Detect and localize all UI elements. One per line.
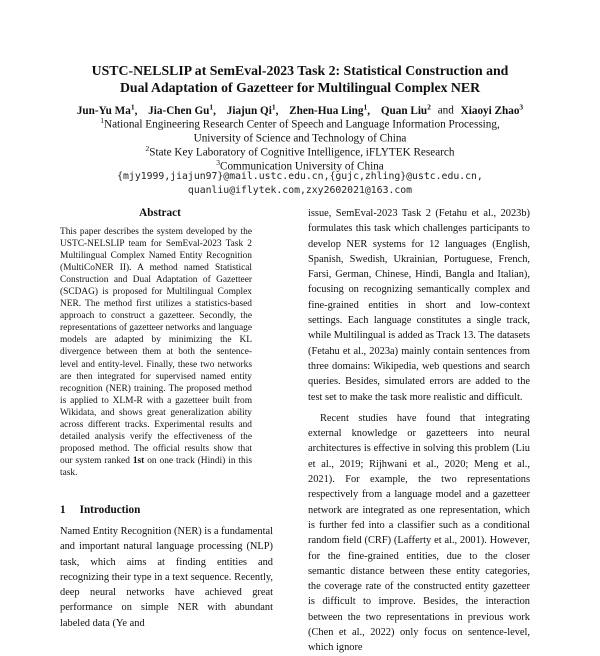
- paper-title-line-1: USTC-NELSLIP at SemEval-2023 Task 2: Statistical Construction and: [91, 63, 509, 78]
- author: Jun-Yu Ma$^1$,: [76, 102, 138, 117]
- affiliation: University of Science and Technology of China: [193, 132, 407, 145]
- introduction-body: Named Entity Recognition (NER) is a fundamental and important natural language processing (NLP) task, which aims at finding entities and recognizing their type in a text sequence. Recently, deep neural networks have achieved great performance on simple NER with abundant labeled data (Ye and: [60, 526, 273, 629]
- affiliation: $^1$National Engineering Research Center of Speech and Language Information Processing,: [100, 116, 500, 131]
- author: Jiajun Qi$^1$,: [226, 102, 279, 117]
- author: Zhen-Hua Ling$^1$,: [289, 102, 371, 117]
- author: Jia-Chen Gu$^1$,: [148, 102, 216, 117]
- affiliation: $^3$Communication University of China: [216, 158, 384, 173]
- author: Quan Liu$^2$: [380, 102, 431, 117]
- author: Xiaoyi Zhao$^3$: [460, 102, 524, 117]
- right-column-body: [308, 206, 530, 656]
- abstract-heading: Abstract: [139, 207, 181, 219]
- affiliation: $^2$State Key Laboratory of Cognitive Intelligence, iFLYTEK Research: [145, 144, 455, 159]
- author-emails: {mjy1999,jiajun97}@mail.ustc.edu.cn,{gujc,zhling}@ustc.edu.cn,: [117, 171, 483, 182]
- paragraph: issue, SemEval-2023 Task 2 (Fetahu et al., 2023b) formulates this task which challenges participants to develop NER systems for 12 languages (English, Spanish, Swedish, Ukrainian, Portuguese, French, Farsi, German, Chinese, Hindi, Bangla and Italian), focusing on recognizing semantically complex and fine-grained entities in short and low-context settings. Each language constitutes a single track, while Multilingual is added as Track 13. The datasets (Fetahu et al., 2023a) mainly contain sentences from three domains: Wikipedia, web questions and search queries. Besides, simulated errors are added to the test set to make the task more realistic and difficult.: [308, 208, 530, 403]
- section-heading-introduction: 1 Introduction: [60, 504, 141, 516]
- author-emails: quanliu@iflytek.com,zxy2602021@163.com: [187, 185, 413, 196]
- author-conjunction: and: [437, 104, 454, 117]
- paragraph: Recent studies have found that integrating external knowledge or gazetteers into neural architectures is effective in solving this problem (Liu et al., 2019; Rijhwani et al., 2020; Meng et al., 2021). For example, the two representations respectively from a language model and a gazetteer network are integrated as one representation, which is further fed into a classifier such as a conditional random field (CRF) (Lafferty et al., 2001). However, for the fine-grained entities, due to the closer semantic distance between these entity categories, the coverage rate of the constructed entity gazetteer is difficult to improve. Besides, the interaction between the two representations in previous work (Chen et al., 2022) only focus on sentence-level, which ignore: [308, 412, 530, 654]
- paper-title-line-2: Dual Adaptation of Gazetteer for Multilingual Complex NER: [119, 80, 481, 95]
- abstract-body: This paper describes the system developed by the USTC-NELSLIP team for SemEval-2023 Task 2 Multilingual Complex Named Entity Recognition (MultiCoNER II). A method named Statistical Construction and Dual Adaptation of Gazetteer (SCDAG) is proposed for Multilingual Complex NER. The method first utilizes a statistics-based approach to construct a gazetteer. Secondly, the representations of gazetteer networks and language models are adapted by minimizing the KL divergence between them at both the sentence-level and entity-level. Finally, these two networks are then integrated for supervised named entity recognition (NER) training. The proposed method is applied to XLM-R with a gazetteer built from Wikidata, and shows great generalization ability across different tracks. Experimental results and detailed analysis verify the effectiveness of the proposed method. The official results show that our system ranked 1st on one track (Hindi) in this task.: [60, 227, 252, 478]
